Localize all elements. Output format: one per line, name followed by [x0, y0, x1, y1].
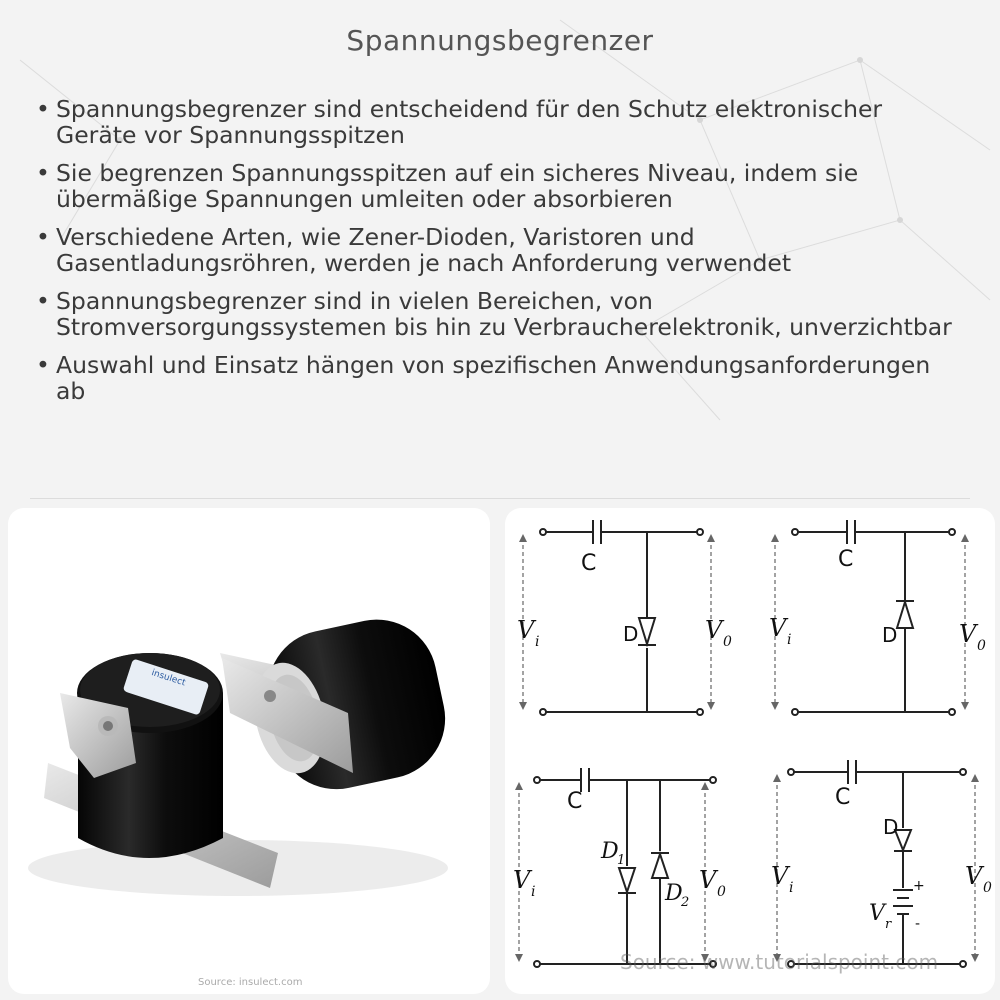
battery-voltage-label: V	[869, 901, 885, 926]
output-voltage-label: V	[705, 616, 723, 644]
diagram-source-caption: Source: www.tutorialspoint.com	[620, 950, 939, 974]
bullet-item	[34, 288, 954, 340]
bullet-marker: •	[36, 287, 50, 315]
bullet-text: Sie begrenzen Spannungsspitzen auf ein sicheres Niveau, indem sie übermäßige Spannungen umleiten oder absorbieren	[56, 159, 859, 213]
diode2-subscript: 2	[681, 895, 690, 910]
input-voltage-label: V	[513, 866, 531, 894]
output-voltage-label: V	[959, 620, 977, 648]
clamper-circuits-panel	[505, 508, 995, 994]
input-voltage-label: V	[771, 862, 789, 890]
input-voltage-label: V	[517, 616, 535, 644]
page-title: Spannungsbegrenzer	[346, 24, 654, 57]
capacitor-label: C	[581, 551, 597, 576]
bullet-marker: •	[36, 223, 50, 251]
diode-label: D	[883, 815, 899, 839]
bullet-item	[34, 352, 954, 404]
bullet-text: Verschiedene Arten, wie Zener-Dioden, Varistoren und Gasentladungsröhren, werden je nach Anforderung verwendet	[56, 223, 792, 277]
capacitor-label: C	[838, 547, 854, 572]
diode-label: D	[882, 623, 898, 647]
diode2-label: D	[665, 881, 683, 906]
input-voltage-subscript: i	[535, 634, 540, 650]
bullet-item	[34, 224, 954, 276]
surge-arrester-photo	[8, 508, 490, 994]
input-voltage-subscript: i	[789, 880, 794, 896]
bullet-text: Spannungsbegrenzer sind in vielen Bereichen, von Stromversorgungssystemen bis hin zu Verbraucherelektronik, unverzichtbar	[56, 287, 952, 341]
section-divider	[30, 498, 970, 499]
circuit-2	[792, 520, 955, 715]
input-voltage-subscript: i	[787, 632, 792, 648]
output-voltage-subscript: 0	[983, 880, 992, 896]
rear-arrester	[220, 608, 456, 800]
bullet-item	[34, 96, 954, 148]
diode-label: D	[623, 622, 639, 646]
circuit-4	[788, 760, 966, 967]
output-voltage-subscript: 0	[717, 884, 726, 900]
input-voltage-label: V	[769, 614, 787, 642]
output-voltage-subscript: 0	[723, 634, 732, 650]
circuit-diagrams	[505, 508, 995, 994]
bullet-marker: •	[36, 351, 50, 379]
product-photo-panel	[8, 508, 490, 994]
output-voltage-label: V	[699, 866, 717, 894]
diode1-label: D	[601, 839, 619, 864]
battery-voltage-subscript: r	[885, 917, 892, 932]
bullet-marker: •	[36, 95, 50, 123]
diode1-subscript: 1	[617, 853, 626, 868]
output-voltage-label: V	[965, 862, 983, 890]
output-voltage-subscript: 0	[977, 638, 986, 654]
bullet-text: Auswahl und Einsatz hängen von spezifischen Anwendungsanforderungen ab	[56, 351, 931, 405]
input-voltage-subscript: i	[531, 884, 536, 900]
capacitor-label: C	[567, 789, 583, 814]
bullet-list	[34, 96, 954, 416]
circuit-1	[540, 520, 703, 715]
battery-minus-sign: -	[915, 916, 921, 932]
bullet-text: Spannungsbegrenzer sind entscheidend für den Schutz elektronischer Geräte vor Spannungsspitzen	[56, 95, 883, 149]
capacitor-label: C	[835, 785, 851, 810]
photo-source-caption: Source: insulect.com	[198, 977, 303, 988]
bullet-marker: •	[36, 159, 50, 187]
brand-label: insulect	[150, 668, 187, 689]
battery-plus-sign: +	[913, 878, 925, 894]
bullet-item	[34, 160, 954, 212]
